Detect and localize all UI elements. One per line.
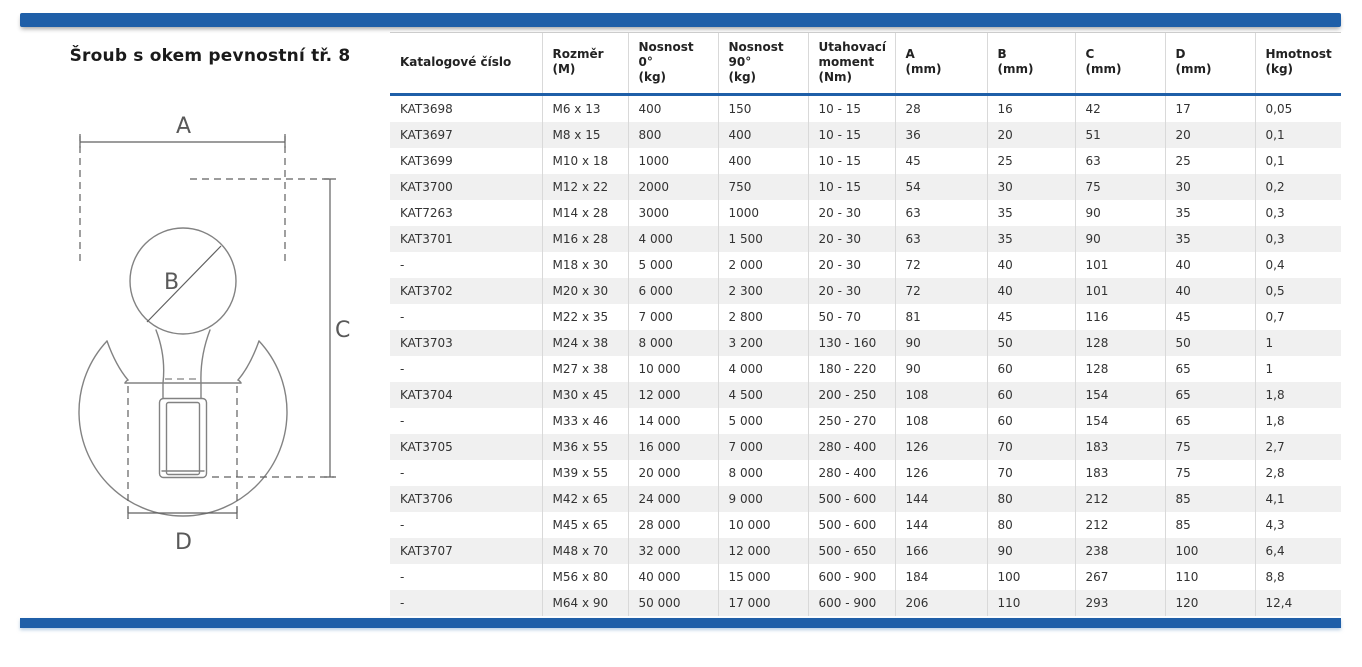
cell-catalog: - xyxy=(400,518,405,532)
cell-dim-d: 25 xyxy=(1165,148,1255,174)
cell-dim-b: 80 xyxy=(987,512,1075,538)
cell-catalog: KAT3704 xyxy=(390,382,542,408)
cell-catalog: - xyxy=(400,414,405,428)
column-header-capacity-0: Nosnost 0° (kg) xyxy=(628,33,718,95)
cell-size: M64 x 90 xyxy=(542,590,628,616)
cell-dim-d: 85 xyxy=(1165,512,1255,538)
cell-dim-b: 40 xyxy=(987,278,1075,304)
cell-capacity-0: 3000 xyxy=(628,200,718,226)
cell-capacity-90: 7 000 xyxy=(718,434,808,460)
cell-dim-a: 184 xyxy=(895,564,987,590)
dim-label-c: C xyxy=(335,318,351,343)
cell-capacity-0: 50 000 xyxy=(628,590,718,616)
cell-torque: 200 - 250 xyxy=(808,382,895,408)
bottom-accent-bar xyxy=(20,618,1341,628)
cell-dim-b: 35 xyxy=(987,200,1075,226)
table-row xyxy=(390,590,1341,616)
cell-size: M12 x 22 xyxy=(542,174,628,200)
cell-dim-c: 101 xyxy=(1075,252,1165,278)
cell-catalog: - xyxy=(400,258,405,272)
cell-dim-b: 90 xyxy=(987,538,1075,564)
cell-dim-a: 54 xyxy=(895,174,987,200)
table-row xyxy=(390,382,1341,408)
dimension-a xyxy=(80,114,285,266)
cell-dim-c: 154 xyxy=(1075,382,1165,408)
cell-dim-c: 90 xyxy=(1075,226,1165,252)
cell-size: M6 x 13 xyxy=(542,95,628,123)
cell-size: M27 x 38 xyxy=(542,356,628,382)
column-header-dim-a: A (mm) xyxy=(895,33,987,95)
cell-capacity-90: 2 000 xyxy=(718,252,808,278)
cell-dim-a: 45 xyxy=(895,148,987,174)
table-row xyxy=(390,226,1341,252)
table-row xyxy=(390,486,1341,512)
cell-dim-d: 30 xyxy=(1165,174,1255,200)
cell-catalog: KAT3701 xyxy=(390,226,542,252)
table-row xyxy=(390,356,1341,382)
cell-capacity-90: 2 800 xyxy=(718,304,808,330)
cell-dim-d: 50 xyxy=(1165,330,1255,356)
cell-capacity-90: 10 000 xyxy=(718,512,808,538)
cell-weight: 1 xyxy=(1255,330,1341,356)
cell-catalog: KAT3700 xyxy=(390,174,542,200)
eye-bolt-outline xyxy=(79,228,287,516)
cell-dim-d: 17 xyxy=(1165,95,1255,123)
column-header-dim-b: B (mm) xyxy=(987,33,1075,95)
column-header-capacity-90: Nosnost 90° (kg) xyxy=(718,33,808,95)
cell-dim-b: 60 xyxy=(987,382,1075,408)
cell-dim-a: 108 xyxy=(895,382,987,408)
cell-torque: 500 - 600 xyxy=(808,512,895,538)
table-row xyxy=(390,330,1341,356)
cell-capacity-0: 5 000 xyxy=(628,252,718,278)
cell-torque: 20 - 30 xyxy=(808,278,895,304)
cell-capacity-90: 9 000 xyxy=(718,486,808,512)
cell-size: M8 x 15 xyxy=(542,122,628,148)
cell-catalog: - xyxy=(400,570,405,584)
cell-catalog: - xyxy=(400,362,405,376)
cell-catalog: KAT3698 xyxy=(400,102,453,116)
cell-capacity-0: 1000 xyxy=(628,148,718,174)
cell-capacity-90: 5 000 xyxy=(718,408,808,434)
column-header-weight: Hmotnost (kg) xyxy=(1255,33,1341,95)
table-row xyxy=(390,122,1341,148)
cell-dim-a: 126 xyxy=(895,434,987,460)
cell-dim-c: 183 xyxy=(1075,434,1165,460)
cell-catalog: - xyxy=(400,466,405,480)
cell-weight: 0,7 xyxy=(1255,304,1341,330)
cell-capacity-90: 2 300 xyxy=(718,278,808,304)
cell-dim-c: 42 xyxy=(1075,95,1165,123)
cell-catalog: - xyxy=(400,310,405,324)
cell-torque: 500 - 650 xyxy=(808,538,895,564)
cell-weight: 1 xyxy=(1255,356,1341,382)
cell-torque: 20 - 30 xyxy=(808,226,895,252)
cell-dim-b: 60 xyxy=(987,408,1075,434)
cell-size: M36 x 55 xyxy=(542,434,628,460)
cell-torque: 250 - 270 xyxy=(808,408,895,434)
cell-torque: 280 - 400 xyxy=(808,434,895,460)
cell-dim-c: 90 xyxy=(1075,200,1165,226)
cell-capacity-0: 20 000 xyxy=(628,460,718,486)
cell-dim-c: 212 xyxy=(1075,512,1165,538)
cell-capacity-0: 14 000 xyxy=(628,408,718,434)
cell-torque: 600 - 900 xyxy=(808,590,895,616)
cell-capacity-90: 12 000 xyxy=(718,538,808,564)
column-header-torque: Utahovací moment (Nm) xyxy=(808,33,895,95)
cell-capacity-90: 400 xyxy=(718,122,808,148)
table-row xyxy=(390,538,1341,564)
cell-catalog: KAT3707 xyxy=(390,538,542,564)
eye-bolt-diagram xyxy=(0,0,390,610)
table-row xyxy=(390,200,1341,226)
cell-torque: 500 - 600 xyxy=(808,486,895,512)
cell-catalog: KAT3705 xyxy=(390,434,542,460)
table-row xyxy=(390,460,1341,486)
cell-weight: 4,1 xyxy=(1255,486,1341,512)
cell-dim-b: 80 xyxy=(987,486,1075,512)
cell-dim-d: 75 xyxy=(1165,460,1255,486)
dim-label-b: B xyxy=(164,270,180,295)
cell-torque: 10 - 15 xyxy=(808,122,895,148)
cell-catalog: KAT3697 xyxy=(390,122,542,148)
cell-dim-a: 166 xyxy=(895,538,987,564)
cell-capacity-0: 4 000 xyxy=(628,226,718,252)
cell-size: M14 x 28 xyxy=(542,200,628,226)
cell-dim-b: 45 xyxy=(987,304,1075,330)
cell-capacity-0: 16 000 xyxy=(628,434,718,460)
cell-size: M39 x 55 xyxy=(542,460,628,486)
cell-weight: 2,8 xyxy=(1255,460,1341,486)
cell-dim-c: 128 xyxy=(1075,356,1165,382)
cell-dim-a: 63 xyxy=(895,226,987,252)
cell-capacity-0: 24 000 xyxy=(628,486,718,512)
cell-weight: 0,3 xyxy=(1255,226,1341,252)
cell-catalog: KAT3702 xyxy=(390,278,542,304)
cell-capacity-90: 8 000 xyxy=(718,460,808,486)
cell-dim-d: 65 xyxy=(1165,356,1255,382)
header-row xyxy=(390,33,1341,95)
table-row xyxy=(390,408,1341,434)
cell-torque: 50 - 70 xyxy=(808,304,895,330)
cell-capacity-0: 10 000 xyxy=(628,356,718,382)
cell-capacity-0: 12 000 xyxy=(628,382,718,408)
cell-dim-d: 20 xyxy=(1165,122,1255,148)
cell-capacity-90: 4 000 xyxy=(718,356,808,382)
cell-capacity-90: 1000 xyxy=(718,200,808,226)
dim-label-a: A xyxy=(176,114,192,139)
cell-torque: 10 - 15 xyxy=(808,174,895,200)
product-table xyxy=(390,32,1341,616)
cell-dim-a: 144 xyxy=(895,512,987,538)
cell-size: M42 x 65 xyxy=(542,486,628,512)
cell-size: M22 x 35 xyxy=(542,304,628,330)
spec-table xyxy=(390,32,1341,616)
table-row xyxy=(390,252,1341,278)
cell-size: M48 x 70 xyxy=(542,538,628,564)
page-title: Šroub s okem pevnostní tř. 8 xyxy=(69,46,351,66)
cell-dim-b: 70 xyxy=(987,434,1075,460)
cell-catalog: KAT7263 xyxy=(400,206,453,220)
cell-size: M30 x 45 xyxy=(542,382,628,408)
cell-capacity-0: 40 000 xyxy=(628,564,718,590)
cell-dim-b: 40 xyxy=(987,252,1075,278)
cell-capacity-90: 1 500 xyxy=(718,226,808,252)
cell-size: M45 x 65 xyxy=(542,512,628,538)
cell-catalog: - xyxy=(390,590,542,616)
cell-capacity-0: 2000 xyxy=(628,174,718,200)
table-row xyxy=(390,512,1341,538)
cell-catalog: KAT3699 xyxy=(400,154,453,168)
cell-dim-d: 85 xyxy=(1165,486,1255,512)
cell-dim-b: 60 xyxy=(987,356,1075,382)
cell-dim-b: 100 xyxy=(987,564,1075,590)
cell-dim-b: 25 xyxy=(987,148,1075,174)
cell-dim-a: 90 xyxy=(895,330,987,356)
cell-dim-b: 30 xyxy=(987,174,1075,200)
dimension-c xyxy=(190,179,350,477)
cell-dim-a: 90 xyxy=(895,356,987,382)
cell-dim-a: 63 xyxy=(895,200,987,226)
cell-torque: 20 - 30 xyxy=(808,252,895,278)
cell-weight: 0,1 xyxy=(1255,122,1341,148)
cell-dim-a: 144 xyxy=(895,486,987,512)
cell-size: M33 x 46 xyxy=(542,408,628,434)
cell-dim-c: 51 xyxy=(1075,122,1165,148)
cell-weight: 0,2 xyxy=(1255,174,1341,200)
cell-dim-b: 20 xyxy=(987,122,1075,148)
cell-dim-a: 36 xyxy=(895,122,987,148)
cell-catalog: KAT3706 xyxy=(390,486,542,512)
cell-torque: 10 - 15 xyxy=(808,148,895,174)
cell-dim-d: 35 xyxy=(1165,200,1255,226)
cell-dim-b: 16 xyxy=(987,95,1075,123)
cell-dim-d: 45 xyxy=(1165,304,1255,330)
cell-dim-b: 50 xyxy=(987,330,1075,356)
cell-dim-b: 70 xyxy=(987,460,1075,486)
cell-dim-d: 40 xyxy=(1165,278,1255,304)
column-header-catalog: Katalogové číslo xyxy=(390,33,542,95)
cell-torque: 130 - 160 xyxy=(808,330,895,356)
cell-size: M18 x 30 xyxy=(542,252,628,278)
cell-torque: 10 - 15 xyxy=(808,95,895,123)
cell-capacity-90: 400 xyxy=(718,148,808,174)
cell-capacity-0: 8 000 xyxy=(628,330,718,356)
table-row xyxy=(390,278,1341,304)
cell-torque: 180 - 220 xyxy=(808,356,895,382)
cell-dim-d: 110 xyxy=(1165,564,1255,590)
cell-size: M24 x 38 xyxy=(542,330,628,356)
cell-weight: 6,4 xyxy=(1255,538,1341,564)
cell-size: M10 x 18 xyxy=(542,148,628,174)
table-row xyxy=(390,174,1341,200)
cell-capacity-90: 3 200 xyxy=(718,330,808,356)
cell-dim-c: 101 xyxy=(1075,278,1165,304)
cell-weight: 0,5 xyxy=(1255,278,1341,304)
cell-capacity-0: 800 xyxy=(628,122,718,148)
cell-weight: 1,8 xyxy=(1255,408,1341,434)
cell-dim-a: 28 xyxy=(895,95,987,123)
cell-size: M16 x 28 xyxy=(542,226,628,252)
cell-dim-c: 183 xyxy=(1075,460,1165,486)
cell-capacity-0: 28 000 xyxy=(628,512,718,538)
cell-dim-c: 267 xyxy=(1075,564,1165,590)
cell-torque: 600 - 900 xyxy=(808,564,895,590)
cell-weight: 0,4 xyxy=(1255,252,1341,278)
cell-dim-a: 126 xyxy=(895,460,987,486)
cell-dim-a: 72 xyxy=(895,252,987,278)
cell-dim-c: 154 xyxy=(1075,408,1165,434)
cell-capacity-90: 150 xyxy=(718,95,808,123)
cell-size: M20 x 30 xyxy=(542,278,628,304)
cell-capacity-90: 750 xyxy=(718,174,808,200)
dim-label-d: D xyxy=(175,530,192,555)
cell-capacity-0: 6 000 xyxy=(628,278,718,304)
cell-weight: 0,05 xyxy=(1255,95,1341,123)
cell-dim-c: 238 xyxy=(1075,538,1165,564)
cell-dim-c: 293 xyxy=(1075,590,1165,616)
column-header-dim-d: D (mm) xyxy=(1165,33,1255,95)
cell-dim-c: 212 xyxy=(1075,486,1165,512)
column-header-size: Rozměr (M) xyxy=(542,33,628,95)
cell-dim-a: 81 xyxy=(895,304,987,330)
cell-capacity-0: 7 000 xyxy=(628,304,718,330)
cell-torque: 280 - 400 xyxy=(808,460,895,486)
cell-dim-c: 63 xyxy=(1075,148,1165,174)
table-row xyxy=(390,95,1341,123)
cell-dim-a: 108 xyxy=(895,408,987,434)
cell-dim-d: 120 xyxy=(1165,590,1255,616)
cell-dim-a: 72 xyxy=(895,278,987,304)
cell-weight: 1,8 xyxy=(1255,382,1341,408)
cell-capacity-90: 17 000 xyxy=(718,590,808,616)
cell-dim-d: 65 xyxy=(1165,382,1255,408)
cell-size: M56 x 80 xyxy=(542,564,628,590)
cell-capacity-0: 32 000 xyxy=(628,538,718,564)
cell-torque: 20 - 30 xyxy=(808,200,895,226)
cell-dim-c: 128 xyxy=(1075,330,1165,356)
table-row xyxy=(390,564,1341,590)
table-row xyxy=(390,148,1341,174)
cell-dim-d: 35 xyxy=(1165,226,1255,252)
cell-dim-c: 75 xyxy=(1075,174,1165,200)
table-row xyxy=(390,434,1341,460)
cell-dim-d: 75 xyxy=(1165,434,1255,460)
cell-weight: 8,8 xyxy=(1255,564,1341,590)
cell-capacity-90: 4 500 xyxy=(718,382,808,408)
cell-capacity-0: 400 xyxy=(628,95,718,123)
column-header-dim-c: C (mm) xyxy=(1075,33,1165,95)
table-row xyxy=(390,304,1341,330)
cell-catalog: KAT3703 xyxy=(390,330,542,356)
cell-dim-a: 206 xyxy=(895,590,987,616)
cell-dim-b: 110 xyxy=(987,590,1075,616)
spec-table-body xyxy=(390,95,1341,617)
cell-dim-d: 65 xyxy=(1165,408,1255,434)
cell-weight: 12,4 xyxy=(1255,590,1341,616)
cell-dim-c: 116 xyxy=(1075,304,1165,330)
cell-dim-d: 100 xyxy=(1165,538,1255,564)
cell-weight: 0,3 xyxy=(1255,200,1341,226)
cell-dim-d: 40 xyxy=(1165,252,1255,278)
spec-table-header xyxy=(390,33,1341,95)
dimension-b xyxy=(147,246,221,322)
cell-dim-b: 35 xyxy=(987,226,1075,252)
cell-weight: 2,7 xyxy=(1255,434,1341,460)
cell-weight: 0,1 xyxy=(1255,148,1341,174)
cell-capacity-90: 15 000 xyxy=(718,564,808,590)
cell-weight: 4,3 xyxy=(1255,512,1341,538)
